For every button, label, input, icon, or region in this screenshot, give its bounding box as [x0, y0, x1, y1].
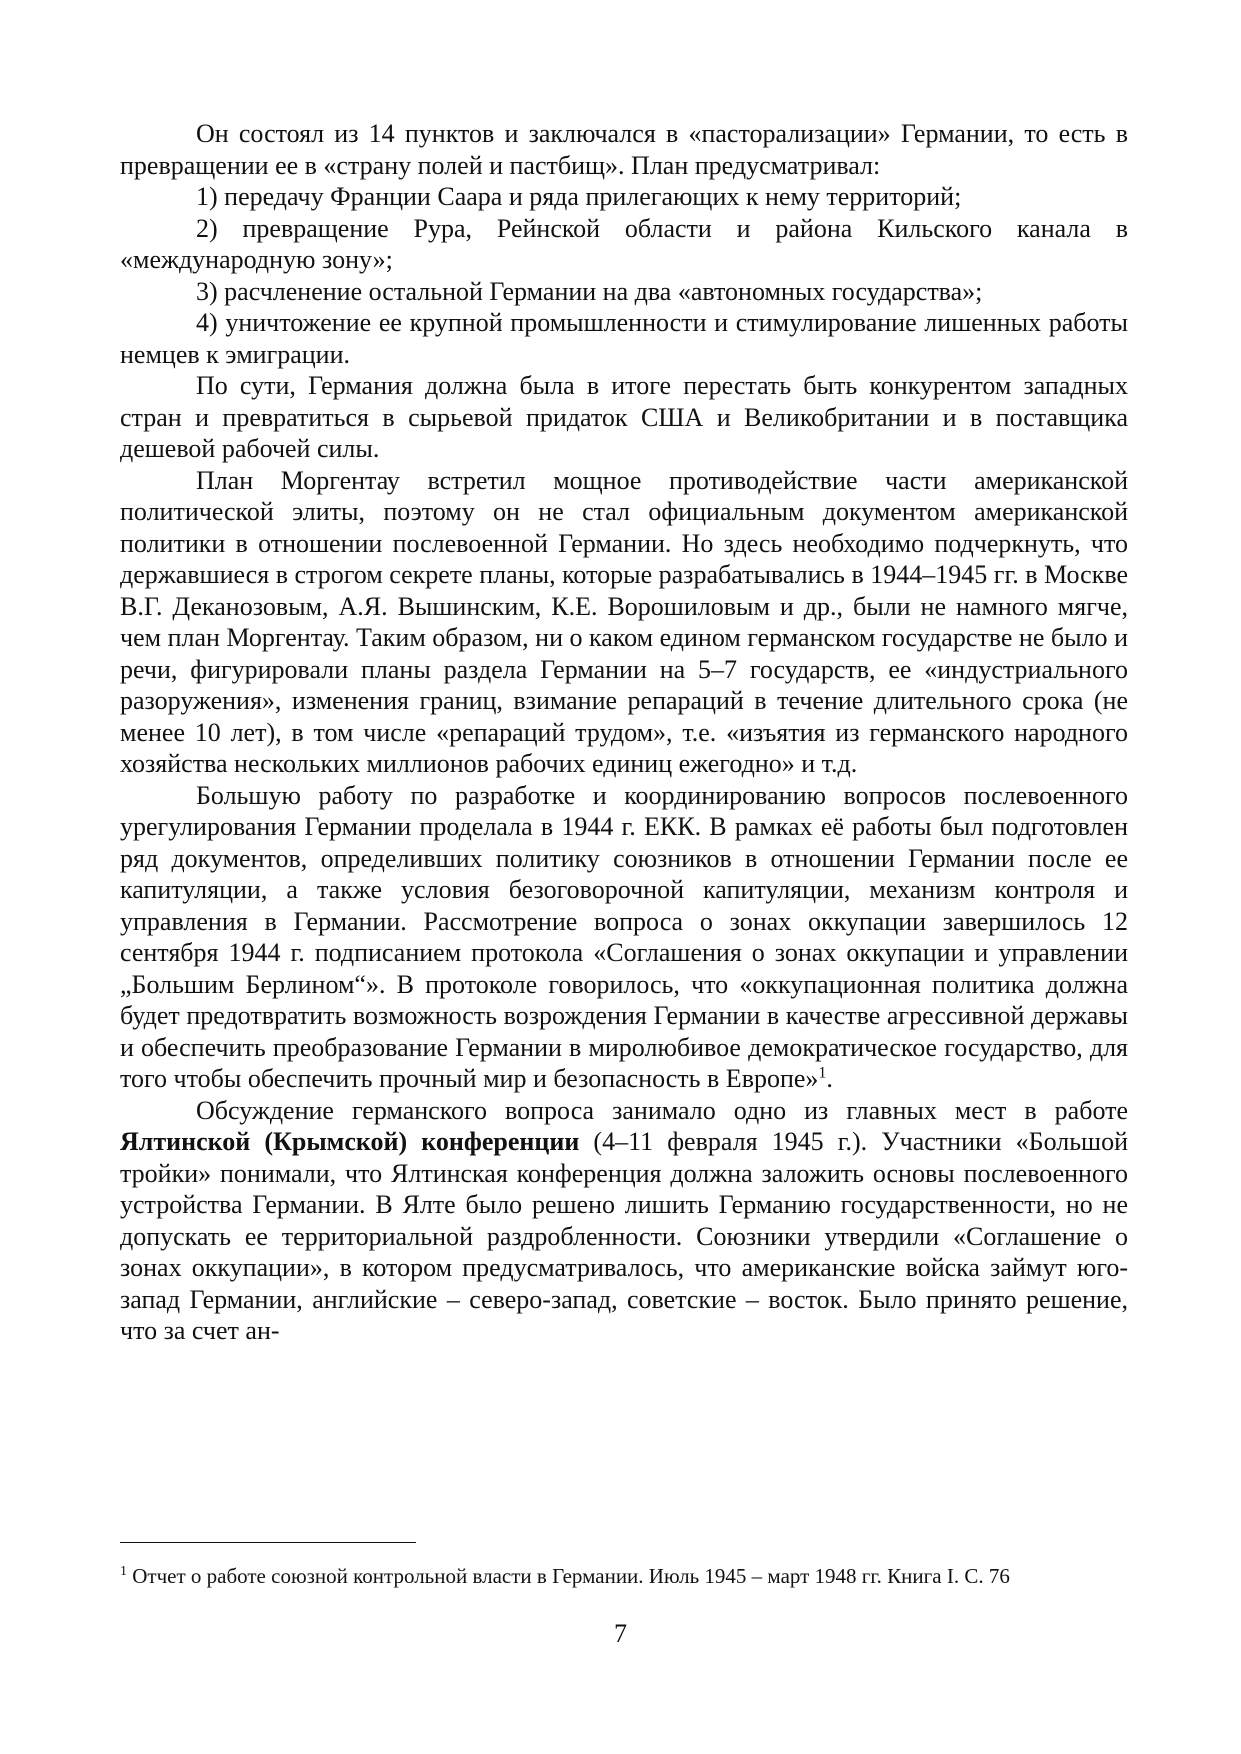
main-text — [120, 118, 1128, 1347]
paragraph-text: (4–11 февраля 1945 г.). Участники «Большой тройки» понимали, что Ялтинская конференция должна заложить основы послевоенного устройства Германии. В Ялте было решено лишить Германию государственности, но не допускать ее территориальной раздробленности. Союзники утвердили «Соглашение о зонах оккупации», в котором предусматривалось, что американские войска займут юго-запад Германии, английские – северо-запад, советские – восток. Было принято решение, что за счет ан- — [120, 1127, 1128, 1345]
paragraph: Он состоял из 14 пунктов и заключался в «пасторализации» Германии, то есть в превращении ее в «страну полей и пастбищ». План предусматривал: — [120, 119, 1128, 180]
paragraph-text: Обсуждение германского вопроса занимало одно из главных мест в работе — [196, 1095, 1128, 1125]
list-item: 1) передачу Франции Саара и ряда прилегающих к нему территорий; — [196, 182, 962, 211]
footnote-text: Отчет о работе союзной контрольной власти в Германии. Июль 1945 – март 1948 гг. Книга I. С. 76 — [127, 1564, 1010, 1588]
paragraph-end: . — [826, 1064, 833, 1093]
footnote-reference[interactable]: 1 — [818, 1064, 827, 1082]
paragraph: План Моргентау встретил мощное противодействие части американской политической элиты, поэтому он не стал официальным документом американской политики в отношении послевоенной Германии. Но здесь необходимо подчеркнуть, что державшиеся в строгом секрете планы, которые разрабатывались в 1944–1945 гг. в Москве В.Г. Деканозовым, А.Я. Вышинским, К.Е. Ворошиловым и др., были не намного мягче, чем план Моргентау. Таким образом, ни о каком едином германском государстве не было и речи, фигурировали планы раздела Германии на 5–7 государств, ее «индустриального разоружения», изменения границ, взимание репараций в течение длительного срока (не менее 10 лет), в том числе «репараций трудом», т.е. «изъятия из германского народного хозяйства нескольких миллионов рабочих единиц ежегодно» и т.д. — [120, 465, 1128, 778]
list-item: 4) уничтожение ее крупной промышленности и стимулирование лишенных работы немцев к эмиграции. — [120, 308, 1128, 369]
paragraph: По сути, Германия должна была в итоге перестать быть конкурентом западных стран и превратиться в сырьевой придаток США и Великобритании и в поставщика дешевой рабочей силы. — [120, 371, 1128, 463]
list-item: 2) превращение Рура, Рейнской области и района Кильского канала в «международную зону»; — [120, 213, 1128, 274]
list-item: 3) расчленение остальной Германии на два «автономных государства»; — [196, 276, 983, 306]
paragraph — [120, 780, 1128, 1095]
footnote-marker: 1 — [120, 1564, 127, 1579]
page-number: 7 — [614, 1619, 627, 1648]
paragraph-text: Большую работу по разработке и координированию вопросов послевоенного урегулирования Германии проделала в 1944 г. ЕКК. В рамках её работы был подготовлен ряд документов, определивших политику союзников в отношении Германии после ее капитуляции, а также условия безоговорочной капитуляции, механизм контроля и управления в Германии. Рассмотрение вопроса о зонах оккупации завершилось 12 сентября 1944 г. подписанием протокола «Соглашения о зонах оккупации и управлении „Большим Берлином“». В протоколе говорилось, что «оккупационная политика должна будет предотвратить возможность возрождения Германии в качестве агрессивной державы и обеспечить преобразование Германии в миролюбивое демократическое государство, для того чтобы обеспечить прочный мир и безопасность в Европе» — [120, 780, 1128, 1093]
paragraph — [120, 1095, 1128, 1347]
footnote-divider — [120, 1542, 416, 1543]
conference-name: Ялтинской (Крымской) конференции — [120, 1127, 580, 1156]
footnote — [120, 1563, 1128, 1590]
